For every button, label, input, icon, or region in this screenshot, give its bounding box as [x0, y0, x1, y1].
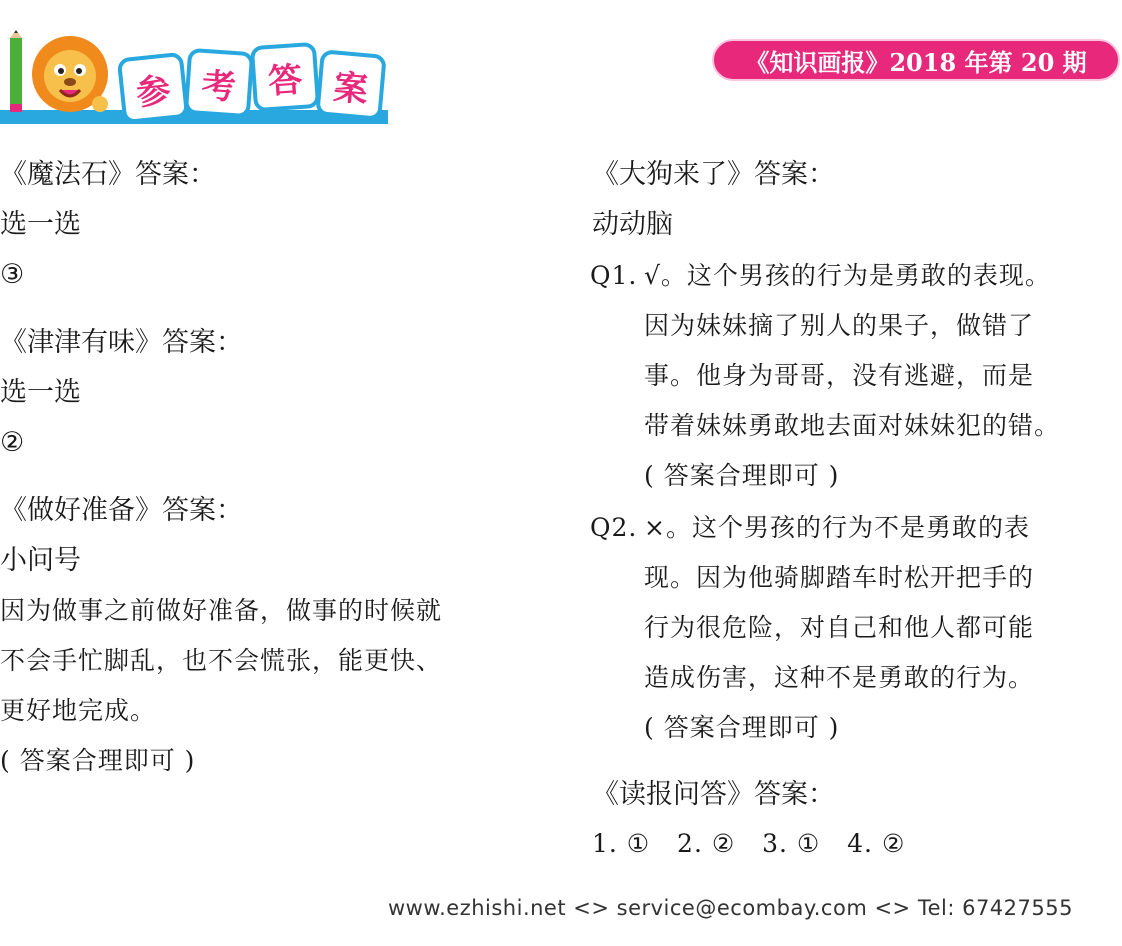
zhunbei-line-3: 更好地完成。: [0, 696, 157, 725]
q2-note: ( 答案合理即可 ): [644, 713, 840, 742]
q1-line-2: 因为妹妹摘了别人的果子，做错了: [644, 311, 1035, 340]
lion-mascot-icon: [32, 36, 108, 112]
jinjin-answer: ②: [0, 427, 25, 458]
title-tile-3: 答: [250, 42, 320, 112]
q1-line-4: 带着妹妹勇敢地去面对妹妹犯的错。: [644, 411, 1061, 440]
q1-label: Q1.: [590, 261, 638, 290]
title-tile-1: 参: [117, 52, 190, 125]
q1-note: ( 答案合理即可 ): [644, 461, 840, 490]
mofashi-answer: ③: [0, 259, 25, 290]
q2-line-1: ×。这个男孩的行为不是勇敢的表: [644, 513, 1030, 542]
pencil-icon: [10, 30, 22, 112]
q1-line-1: √。这个男孩的行为是勇敢的表现。: [644, 261, 1051, 290]
title-tile-4: 案: [315, 49, 387, 121]
q1-line-3: 事。他身为哥哥，没有逃避，而是: [644, 361, 1035, 390]
jinjin-title: 《津津有味》答案：: [0, 327, 243, 358]
dagou-title: 《大狗来了》答案：: [592, 159, 835, 190]
zhunbei-note: ( 答案合理即可 ): [0, 746, 196, 775]
q2-label: Q2.: [590, 513, 638, 542]
footer-contact: www.ezhishi.net <> service@ecombay.com <> Tel: 67427555: [388, 896, 1073, 920]
zhunbei-line-2: 不会手忙脚乱，也不会慌张，能更快、: [0, 646, 443, 675]
q2-line-2: 现。因为他骑脚踏车时松开把手的: [644, 563, 1035, 592]
dagou-subtitle: 动动脑: [592, 209, 673, 240]
dubao-answers: 1. ① 2. ② 3. ① 4. ②: [592, 829, 906, 858]
zhunbei-title: 《做好准备》答案：: [0, 495, 243, 526]
title-tile-2: 考: [184, 48, 254, 118]
zhunbei-subtitle: 小问号: [0, 545, 81, 576]
q2-line-3: 行为很危险，对自己和他人都可能: [644, 613, 1035, 642]
mofashi-subtitle: 选一选: [0, 209, 81, 240]
lion-pencil-logo: [0, 30, 120, 120]
mofashi-title: 《魔法石》答案：: [0, 159, 216, 190]
issue-badge: 《知识画报》2018 年第 20 期: [712, 39, 1120, 81]
zhunbei-line-1: 因为做事之前做好准备，做事的时候就: [0, 596, 443, 625]
q2-line-4: 造成伤害，这种不是勇敢的行为。: [644, 663, 1035, 692]
dubao-title: 《读报问答》答案：: [592, 779, 835, 810]
jinjin-subtitle: 选一选: [0, 377, 81, 408]
